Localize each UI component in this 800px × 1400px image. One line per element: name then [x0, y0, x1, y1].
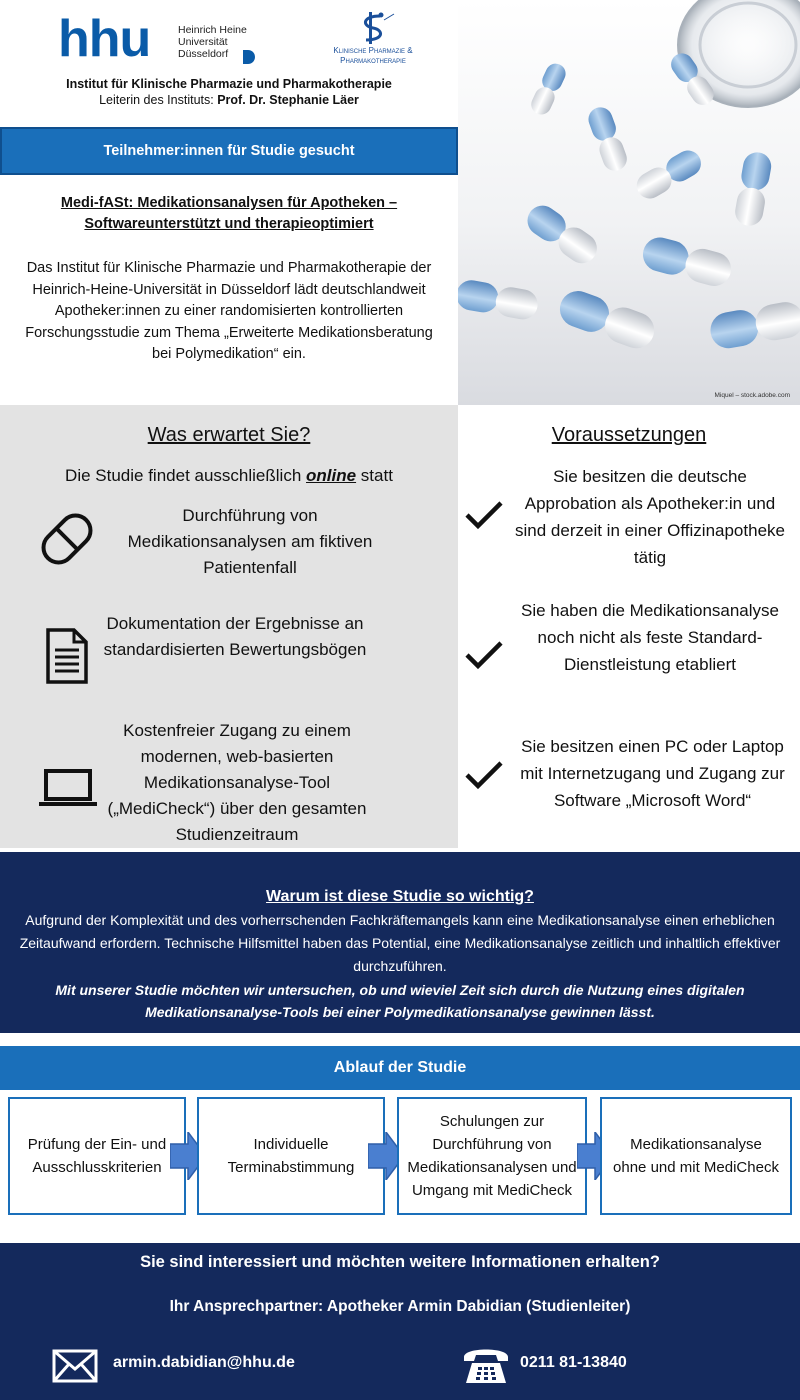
study-title	[14, 193, 444, 235]
process-heading: Ablauf der Studie	[0, 1046, 800, 1090]
expectation-item: Dokumentation der Ergebnisse an standardisierten Bewertungsbögen	[103, 614, 367, 659]
hhu-logo	[58, 10, 258, 68]
contact-section	[0, 1243, 800, 1400]
capsules-illustration	[458, 0, 800, 405]
telephone-icon	[462, 1345, 510, 1385]
institute-director	[0, 92, 458, 108]
requirements-heading: Voraussetzungen	[551, 424, 707, 446]
laptop-icon	[38, 768, 98, 808]
study-title-line: Medi-fASt: Medikationsanalysen für Apotheken –	[60, 195, 398, 211]
hhu-name-line: Universität	[178, 36, 228, 48]
why-title: Warum ist diese Studie so wichtig?	[266, 888, 534, 905]
why-section	[0, 852, 800, 1033]
check-icon	[464, 760, 504, 790]
online-note	[0, 466, 458, 486]
process-step: Individuelle Terminabstimmung	[197, 1097, 385, 1215]
study-title-line: Softwareunterstützt und therapieoptimiert	[84, 216, 374, 232]
hhu-logo-letters: hhu	[58, 10, 151, 68]
check-icon	[464, 500, 504, 530]
kp-logo-name	[318, 46, 428, 66]
why-emphasis: Mit unserer Studie möchten wir untersuchen, ob und wieviel Zeit sich durch die Nutzung eines digitalen Medikationsanalyse-Tools bei einer Polymedikationsanalyse gewinnen lässt.	[55, 982, 745, 1020]
online-suffix: statt	[356, 466, 393, 485]
hhu-name-line: Düsseldorf	[178, 48, 229, 60]
hhu-logo-mark	[243, 50, 255, 64]
recruitment-banner: Teilnehmer:innen für Studie gesucht	[0, 127, 458, 175]
kp-name-line: Pharmakotherapie	[340, 56, 406, 65]
requirement-item: Sie besitzen einen PC oder Laptop mit Internetzugang und Zugang zur Software „Microsoft Word“	[520, 737, 785, 810]
phone-link[interactable]: 0211 81-13840	[520, 1354, 627, 1371]
institute-info	[0, 76, 458, 108]
process-step: Prüfung der Ein- und Ausschlusskriterien	[8, 1097, 186, 1215]
document-icon	[44, 628, 90, 684]
photo-credit: Miquel – stock.adobe.com	[714, 392, 790, 399]
process-step: Schulungen zur Durchführung von Medikationsanalysen und Umgang mit MediCheck	[397, 1097, 587, 1215]
online-word: online	[306, 466, 357, 485]
director-name: Prof. Dr. Stephanie Läer	[217, 93, 359, 107]
requirement-item: Sie besitzen die deutsche Approbation als Apotheker:in und sind derzeit in einer Offizinapotheke tätig	[515, 467, 785, 567]
pharmacy-serpent-icon	[318, 10, 428, 46]
process-step: Medikationsanalyse ohne und mit MediCheck	[600, 1097, 792, 1215]
capsules-photo	[458, 0, 800, 405]
check-icon	[464, 640, 504, 670]
requirement-item: Sie haben die Medikationsanalyse noch nicht als feste Standard-Dienstleistung etabliert	[520, 601, 779, 674]
klinische-pharmazie-logo	[318, 10, 428, 70]
pill-icon	[36, 508, 98, 570]
header-area	[0, 0, 458, 405]
institute-name: Institut für Klinische Pharmazie und Pharmakotherapie	[66, 77, 392, 91]
director-prefix: Leiterin des Instituts:	[99, 93, 218, 107]
expectations-heading: Was erwartet Sie?	[147, 424, 311, 446]
why-text: Aufgrund der Komplexität und des vorherrschenden Fachkräftemangels kann eine Medikationsanalyse einen erheblichen Zeitaufwand erfordern. Technische Hilfsmittel haben das Potential, eine Medikationsanalyse zeitlich und inhaltlich effektiver durchzuführen.	[19, 912, 781, 974]
contact-question: Sie sind interessiert und möchten weitere Informationen erhalten?	[140, 1253, 660, 1271]
email-link[interactable]: armin.dabidian@hhu.de	[113, 1354, 295, 1371]
expectation-item: Durchführung von Medikationsanalysen am fiktiven Patientenfall	[127, 506, 373, 577]
expectation-item: Kostenfreier Zugang zu einem modernen, web-basierten Medikationsanalyse-Tool („MediCheck“) über den gesamten Studienzeitraum	[107, 721, 367, 844]
online-prefix: Die Studie findet ausschließlich	[65, 466, 307, 485]
kp-name-line: Klinische Pharmazie &	[333, 46, 413, 55]
contact-person: Ihr Ansprechpartner: Apotheker Armin Dabidian (Studienleiter)	[169, 1298, 631, 1315]
envelope-icon	[52, 1349, 98, 1383]
study-intro: Das Institut für Klinische Pharmazie und Pharmakotherapie der Heinrich-Heine-Universität in Düsseldorf lädt deutschlandweit Apotheker:innen zu einer randomisierten kontrollierten Forschungsstudie zum Thema „Erweiterte Medikationsberatung bei Polymedikation“ ein.	[25, 260, 433, 362]
hhu-name-line: Heinrich Heine	[178, 24, 247, 36]
hhu-logo-name	[178, 24, 247, 60]
